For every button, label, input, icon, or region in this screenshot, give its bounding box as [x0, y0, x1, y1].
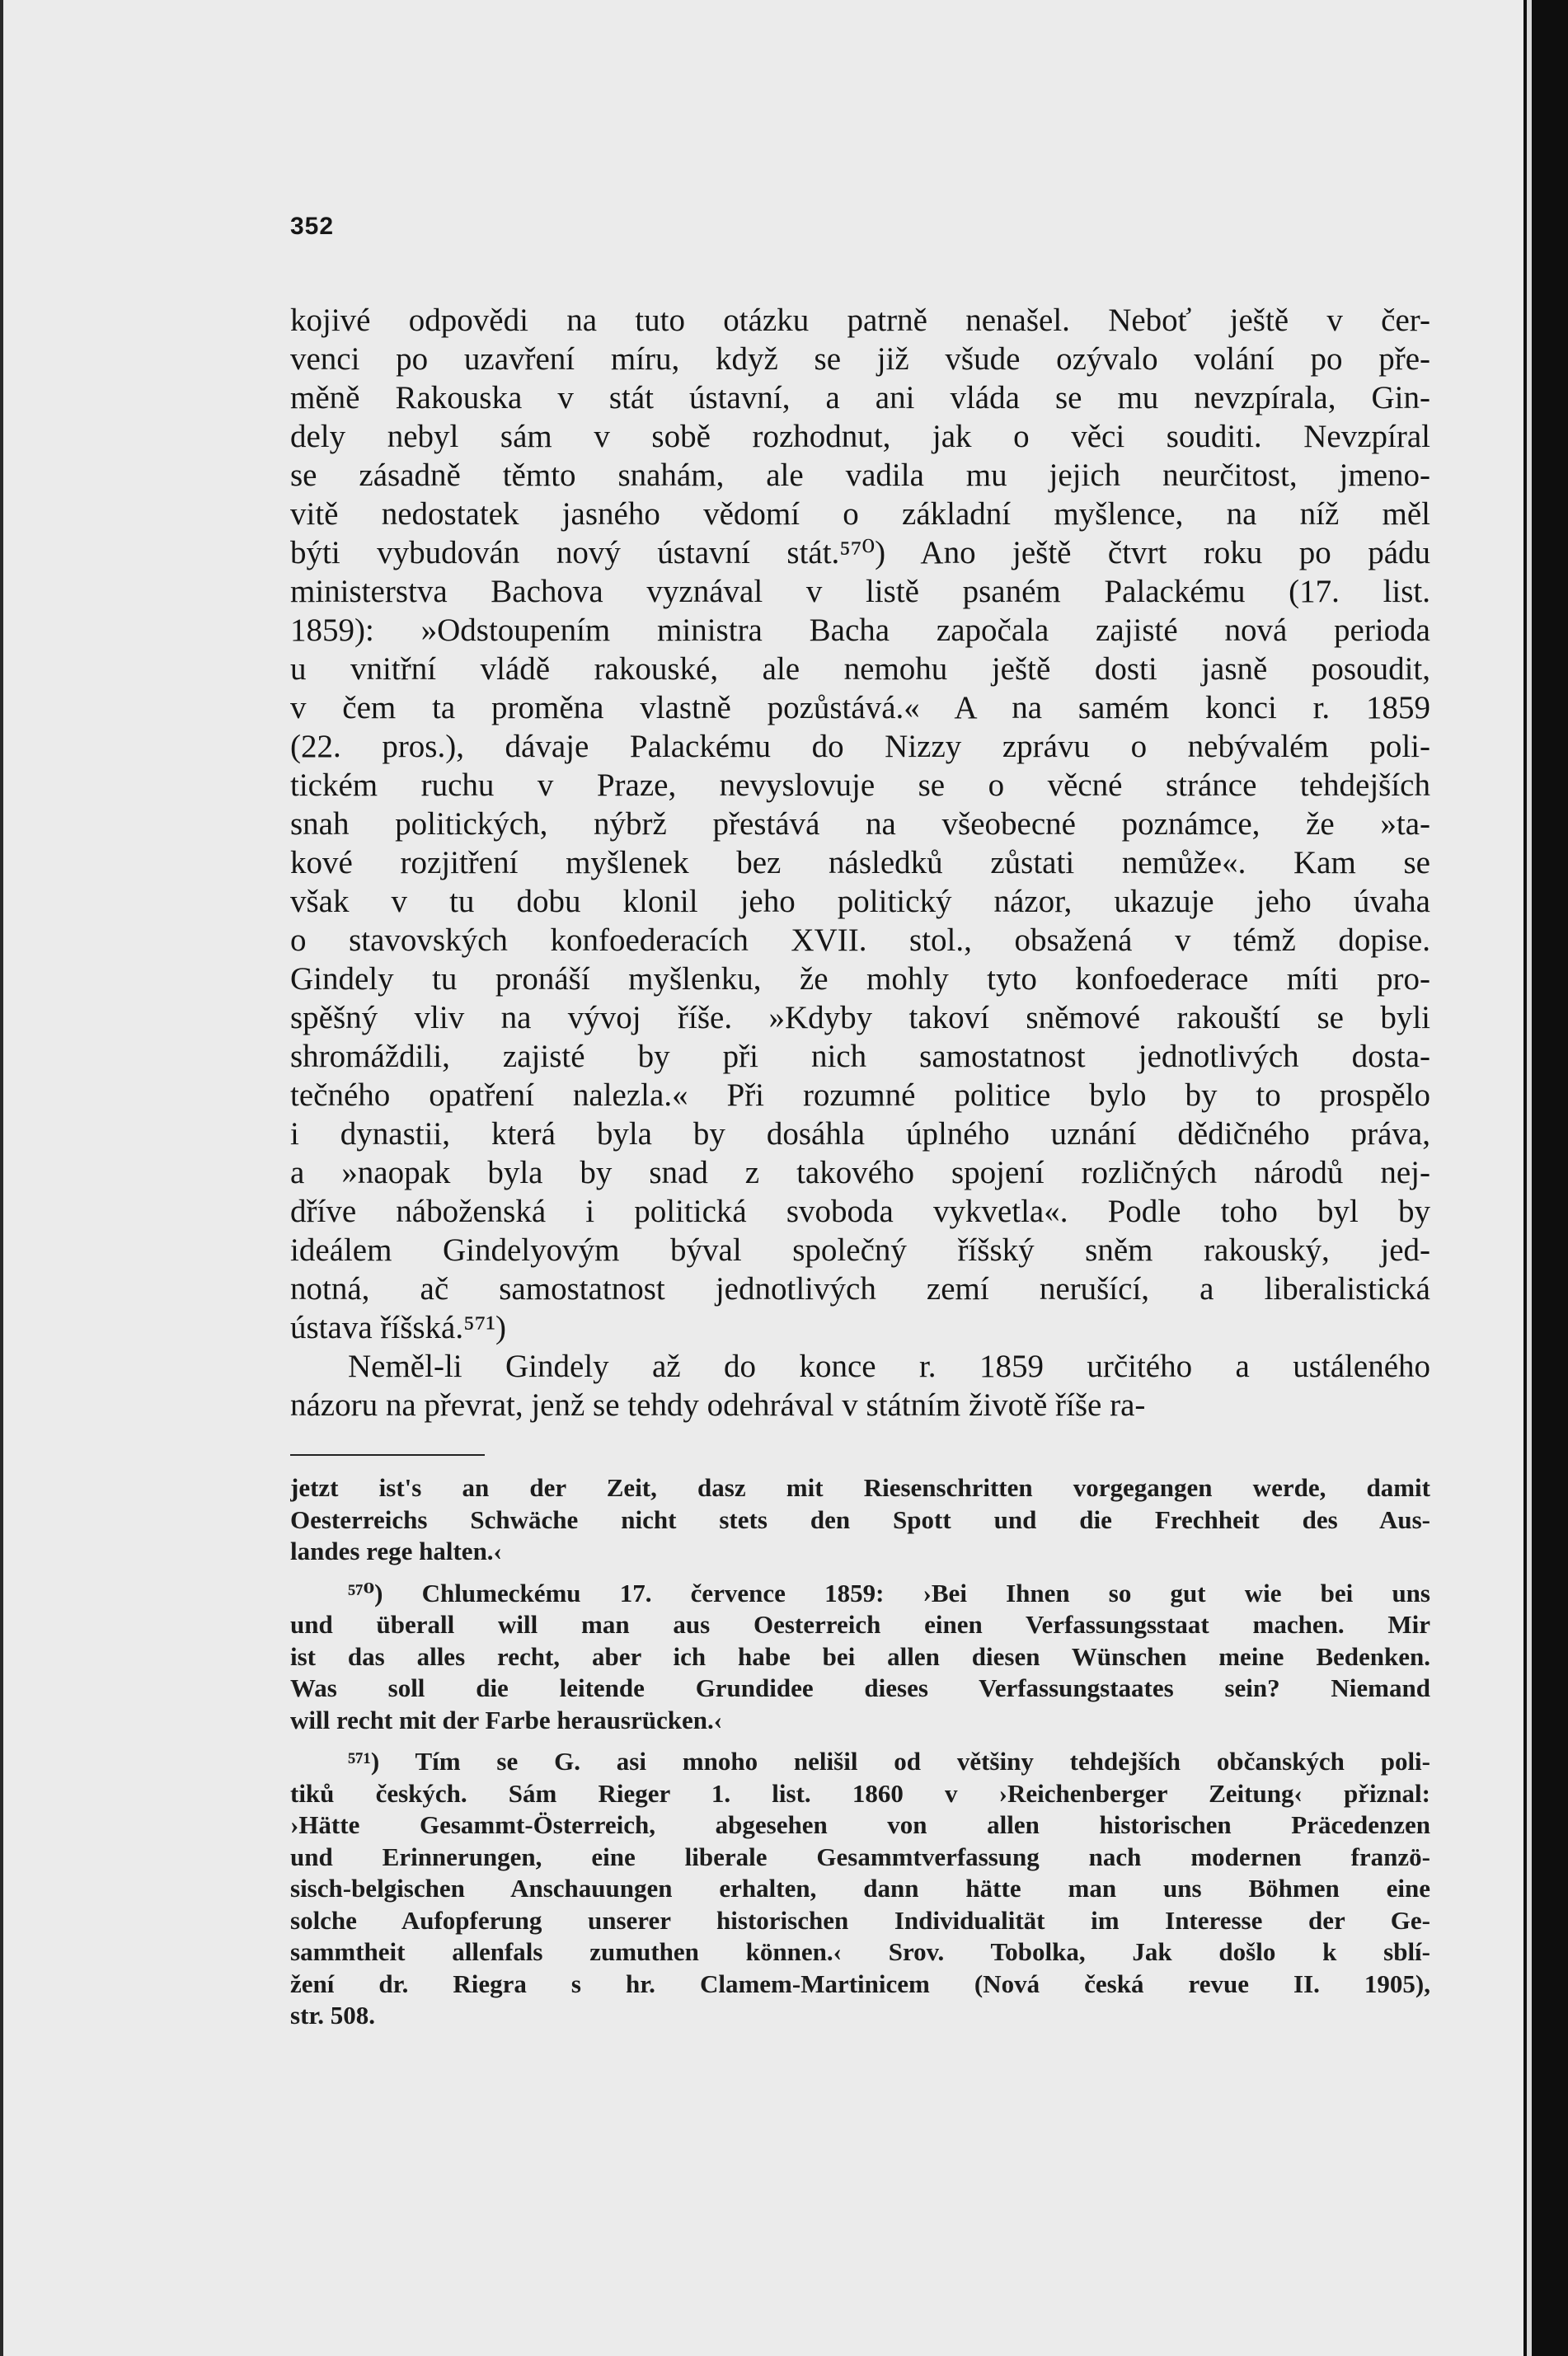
footnote-line: ›Hätte Gesammt-Österreich, abgesehen von allen historischen Präcedenzen	[290, 1810, 1430, 1839]
text-line: a »naopak byla by snad z takového spojení rozličných národů nej-	[290, 1155, 1430, 1190]
footnote-line: str. 508.	[290, 2001, 376, 2030]
footnote-line: tiků českých. Sám Rieger 1. list. 1860 v ›Reichenberger Zeitung‹ přiznal:	[290, 1778, 1430, 1808]
text-line: dříve náboženská i politická svoboda vykvetla«. Podle toho byl by	[290, 1194, 1430, 1229]
text-line: spěšný vliv na vývoj říše. »Kdyby takoví sněmové rakouští se byli	[290, 1000, 1430, 1035]
text-line: o stavovských konfoederacích XVII. stol., obsažená v témž dopise.	[290, 922, 1430, 958]
text-line: tečného opatření nalezla.« Při rozumné politice bylo by to prospělo	[290, 1077, 1430, 1113]
scan-right-edge-highlight	[1527, 0, 1532, 2356]
text-line: se zásadně těmto snahám, ale vadila mu jejich neurčitost, jmeno-	[290, 458, 1430, 493]
text-line: venci po uzavření míru, když se již všude ozývalo volání po pře-	[290, 341, 1430, 377]
main-text	[290, 301, 1430, 1424]
footnote-line: landes rege halten.‹	[290, 1537, 502, 1565]
text-line: tickém ruchu v Praze, nevyslovuje se o věcné stránce tehdejších	[290, 767, 1430, 803]
text-line: ústava říšská.⁵⁷¹)	[290, 1310, 506, 1345]
text-line: ideálem Gindelyovým býval společný říšský sněm rakouský, jed-	[290, 1232, 1430, 1268]
scan-left-edge	[0, 0, 3, 2356]
footnote-line: ⁵⁷⁰) Chlumeckému 17. července 1859: ›Bei Ihnen so gut wie bei uns	[348, 1578, 1430, 1607]
footnote-line: will recht mit der Farbe herausrücken.‹	[290, 1705, 723, 1734]
footnote-divider	[290, 1454, 485, 1456]
text-line: i dynastii, která byla by dosáhla úplného uznání dědičného práva,	[290, 1116, 1430, 1152]
footnote-line: solche Aufopferung unserer historischen Individualität im Interesse der Ge-	[290, 1905, 1430, 1935]
footnotes	[290, 1472, 1430, 2032]
text-line: kové rozjitření myšlenek bez následků zůstati nemůže«. Kam se	[290, 845, 1430, 880]
footnote-line: žení dr. Riegra s hr. Clamem-Martinicem (Nová česká revue II. 1905),	[290, 1969, 1430, 1998]
footnote-line: ist das alles recht, aber ich habe bei allen diesen Wünschen meine Bedenken.	[290, 1641, 1430, 1671]
footnote-line: Oesterreichs Schwäche nicht stets den Spott und die Frechheit des Aus-	[290, 1504, 1430, 1534]
text-line: Neměl-li Gindely až do konce r. 1859 určitého a ustáleného	[348, 1349, 1430, 1384]
text-line: však v tu dobu klonil jeho politický názor, ukazuje jeho úvaha	[290, 884, 1430, 919]
footnote-line: ⁵⁷¹) Tím se G. asi mnoho nelišil od většiny tehdejších občanských poli-	[348, 1747, 1430, 1776]
text-line: (22. pros.), dávaje Palackému do Nizzy zprávu o nebývalém poli-	[290, 729, 1430, 764]
page-number: 352	[290, 213, 335, 240]
text-line: u vnitřní vládě rakouské, ale nemohu ještě dosti jasně posoudit,	[290, 651, 1430, 687]
footnote-line: und Erinnerungen, eine liberale Gesammtverfassung nach modernen franzö-	[290, 1842, 1430, 1871]
text-line: měně Rakouska v stát ústavní, a ani vláda se mu nevzpírala, Gin-	[290, 380, 1430, 415]
text-line: 1859): »Odstoupením ministra Bacha započala zajisté nová perioda	[290, 612, 1430, 648]
text-line: shromáždili, zajisté by při nich samostatnost jednotlivých dosta-	[290, 1039, 1430, 1074]
text-line: Gindely tu pronáší myšlenku, že mohly tyto konfoederace míti pro-	[290, 961, 1430, 997]
footnote-line: sisch-belgischen Anschauungen erhalten, dann hätte man uns Böhmen eine	[290, 1874, 1430, 1903]
footnote-line: sammtheit allenfals zumuthen können.‹ Srov. Tobolka, Jak došlo k sblí-	[290, 1937, 1430, 1966]
text-line: kojivé odpovědi na tuto otázku patrně nenašel. Neboť ještě v čer-	[290, 303, 1430, 338]
text-line: notná, ač samostatnost jednotlivých zemí nerušící, a liberalistická	[290, 1271, 1430, 1307]
text-line: v čem ta proměna vlastně pozůstává.« A na samém konci r. 1859	[290, 690, 1430, 725]
footnote-line: jetzt ist's an der Zeit, dasz mit Riesenschritten vorgegangen werde, damit	[290, 1473, 1430, 1502]
text-line: vitě nedostatek jasného vědomí o základní myšlence, na níž měl	[290, 496, 1430, 532]
text-line: býti vybudován nový ústavní stát.⁵⁷⁰) Ano ještě čtvrt roku po pádu	[290, 535, 1430, 570]
text-line: snah politických, nýbrž přestává na všeobecné poznámce, že »ta-	[290, 806, 1430, 842]
text-line: ministerstva Bachova vyznával v listě psaném Palackému (17. list.	[290, 574, 1430, 609]
text-line: dely nebyl sám v sobě rozhodnut, jak o věci souditi. Nevzpíral	[290, 419, 1430, 454]
footnote-line: Was soll die leitende Grundidee dieses Verfassungstaates sein? Niemand	[290, 1673, 1430, 1702]
text-line: názoru na převrat, jenž se tehdy odehrával v státním životě říše ra-	[290, 1387, 1146, 1423]
footnote-line: und überall will man aus Oesterreich einen Verfassungsstaat machen. Mir	[290, 1610, 1430, 1639]
